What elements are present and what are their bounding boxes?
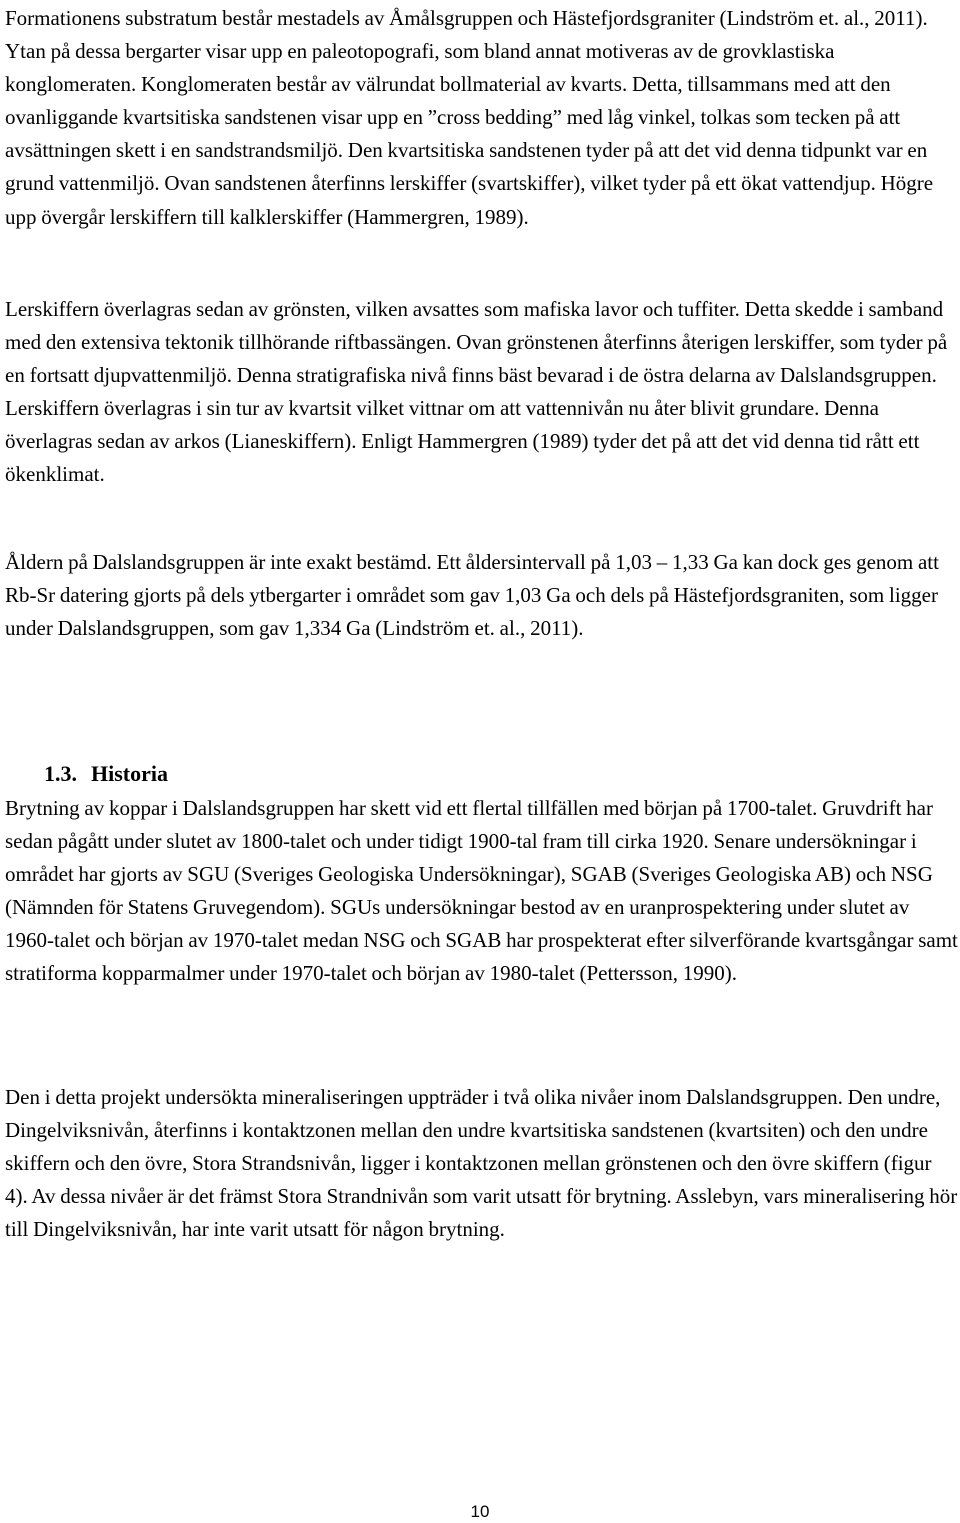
section-title: Historia [91, 761, 168, 786]
paragraph-brytning: Brytning av koppar i Dalslandsgruppen har skett vid ett flertal tillfällen med början på 1700-talet. Gruvdrift har sedan pågått under slutet av 1800-talet och under tidigt 1900-tal fram till cirka 1920. Senare undersökningar i området har gjorts av SGU (Sveriges Geologiska Undersökningar), SGAB (Sveriges Geologiska AB) och NSG (Nämnden för Statens Gruvegendom). SGUs undersökningar bestod av en uranprospektering under slutet av 1960-talet och början av 1970-talet medan NSG och SGAB har prospekterat efter silverförande kvartsgångar samt stratiforma kopparmalmer under 1970-talet och början av 1980-talet (Pettersson, 1990). [5, 796, 958, 986]
page-number: 10 [470, 1502, 490, 1521]
paragraph-substratum: Formationens substratum består mestadels av Åmålsgruppen och Hästefjordsgraniter (Lindström et. al., 2011). Ytan på dessa bergarter visar upp en paleotopografi, som bland annat motiveras av de grovklastiska konglomeraten. Konglomeraten består av välrundat bollmaterial av kvarts. Detta, tillsammans med att den ovanliggande kvartsitiska sandstenen visar upp en ”cross bedding” med låg vinkel, tolkas som tecken på att avsättningen skett i en sandstrandsmiljö. Den kvartsitiska sandstenen tyder på att det vid denna tidpunkt var en grund vattenmiljö. Ovan sandstenen återfinns lerskiffer (svartskiffer), vilket tyder på ett ökat vattendjup. Högre upp övergår lerskiffern till kalklerskiffer (Hammergren, 1989). [5, 6, 934, 229]
paragraph-gronsten: Lerskiffern överlagras sedan av grönsten, vilken avsattes som mafiska lavor och tuffiter. Detta skedde i samband med den extensiva tektonik tillhörande riftbassängen. Ovan grönstenen återfinns återigen lerskiffer, som tyder på en fortsatt djupvattenmiljö. Denna stratigrafiska nivå finns bäst bevarad i de östra delarna av Dalslandsgruppen. Lerskiffern överlagras i sin tur av kvartsit vilket vittnar om att vattennivån nu åter blivit grundare. Denna överlagras sedan av arkos (Lianeskiffern). Enligt Hammergren (1989) tyder det på att det vid denna tid rått ett ökenklimat. [5, 297, 948, 487]
paragraph-mineralisering: Den i detta projekt undersökta mineraliseringen uppträder i två olika nivåer inom Dalslandsgruppen. Den undre, Dingelviksnivån, återfinns i kontaktzonen mellan den undre kvartsitiska sandstenen (kvartsiten) och den undre skiffern och den övre, Stora Strandsnivån, ligger i kontaktzonen mellan grönstenen och den övre skiffern (figur 4). Av dessa nivåer är det främst Stora Strandnivån som varit utsatt för brytning. Asslebyn, vars mineralisering hör till Dingelviksnivån, har inte varit utsatt för någon brytning. [5, 1085, 958, 1242]
section-number: 1.3. [44, 761, 77, 786]
section-heading [44, 757, 168, 791]
paragraph-alder: Åldern på Dalslandsgruppen är inte exakt bestämd. Ett åldersintervall på 1,03 – 1,33 Ga kan dock ges genom att Rb-Sr datering gjorts på dels ytbergarter i området som gav 1,03 Ga och dels på Hästefjordsgraniten, som ligger under Dalslandsgruppen, som gav 1,334 Ga (Lindström et. al., 2011). [5, 550, 939, 641]
